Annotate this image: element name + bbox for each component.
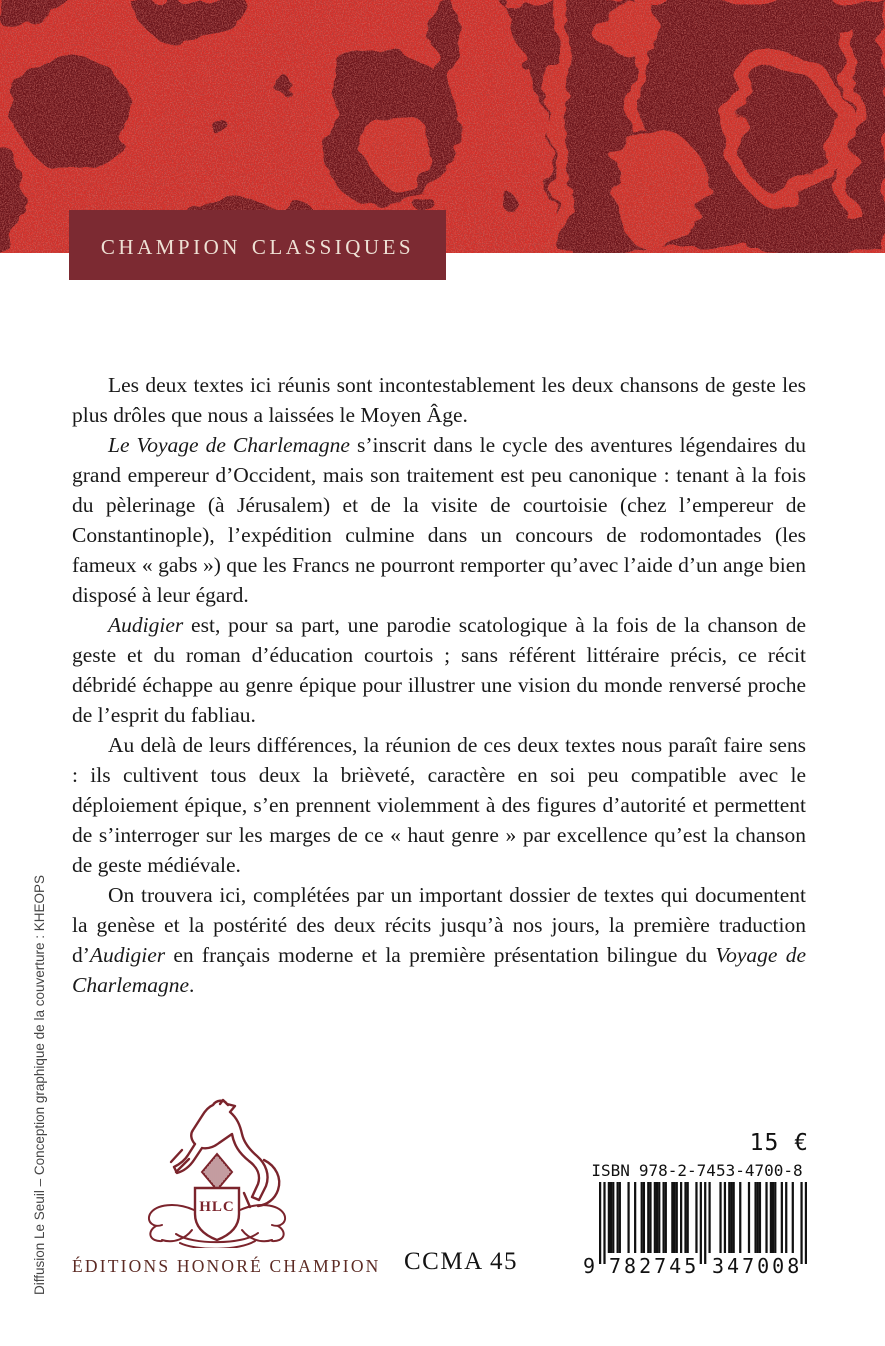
barcode-digit-first: 9: [583, 1254, 599, 1278]
series-banner: [69, 210, 446, 280]
paragraph-1: Les deux textes ici réunis sont incontestablement les deux chansons de geste les plus drôles que nous a laissées le Moyen Âge.: [72, 373, 806, 427]
isbn-block: [585, 1128, 809, 1288]
spine-credit: Diffusion Le Seuil – Conception graphique de la couverture : KHEOPS: [32, 874, 47, 1295]
barcode: [599, 1182, 807, 1264]
barcode-digits: [585, 1254, 809, 1278]
barcode-digits-right: 347008: [712, 1254, 803, 1278]
shield-icon: [195, 1154, 239, 1240]
publisher-logo: [116, 1098, 321, 1248]
collection-number: CCMA 45: [404, 1248, 519, 1275]
price-label: 15 €: [749, 1130, 809, 1156]
paragraph-3: Audigier est, pour sa part, une parodie scatologique à la fois de la chanson de geste et du roman d’éducation courtois ; sans référent littéraire précis, ce récit débridé échappe au genre épique pour illustrer une vision du monde renversé proche de l’esprit du fabliau.: [72, 613, 806, 727]
publisher-name: ÉDITIONS HONORÉ CHAMPION: [72, 1256, 381, 1276]
isbn-label: ISBN: [591, 1161, 630, 1180]
logo-monogram: HLC: [199, 1199, 235, 1215]
isbn-line: [585, 1161, 809, 1180]
paragraph-5: On trouvera ici, complétées par un important dossier de textes qui documentent la genèse et la postérité des deux récits jusqu’à nos jours, la première traduction d’Audigier en français moderne et la première présentation bilingue du Voyage de Charlemagne.: [72, 883, 806, 997]
paragraph-4: Au delà de leurs différences, la réunion de ces deux textes nous paraît faire sens : ils cultivent tous deux la brièveté, caractère en soi peu compatible avec le déploiement épique, s’en prennent violemment à des figures d’autorité et permettent de s’interroger sur les marges de ce « haut genre » par excellence qu’est la chanson de geste médiévale.: [72, 733, 806, 877]
isbn-number: 978-2-7453-4700-8: [638, 1161, 803, 1180]
back-cover-blurb: [72, 370, 806, 1000]
paragraph-2: Le Voyage de Charlemagne s’inscrit dans le cycle des aventures légendaires du grand empereur d’Occident, mais son traitement est peu canonique : tenant à la fois du pèlerinage (à Jérusalem) et de la visite de courtoisie (chez l’empereur de Constantinople), l’expédition culmine dans un concours de rodomontades (les fameux « gabs ») que les Francs ne pourront remporter qu’avec l’aide d’un ange bien disposé à leur égard.: [72, 433, 806, 607]
barcode-digits-left: 782745: [609, 1254, 700, 1278]
series-banner-label: champion classiques: [100, 228, 415, 261]
